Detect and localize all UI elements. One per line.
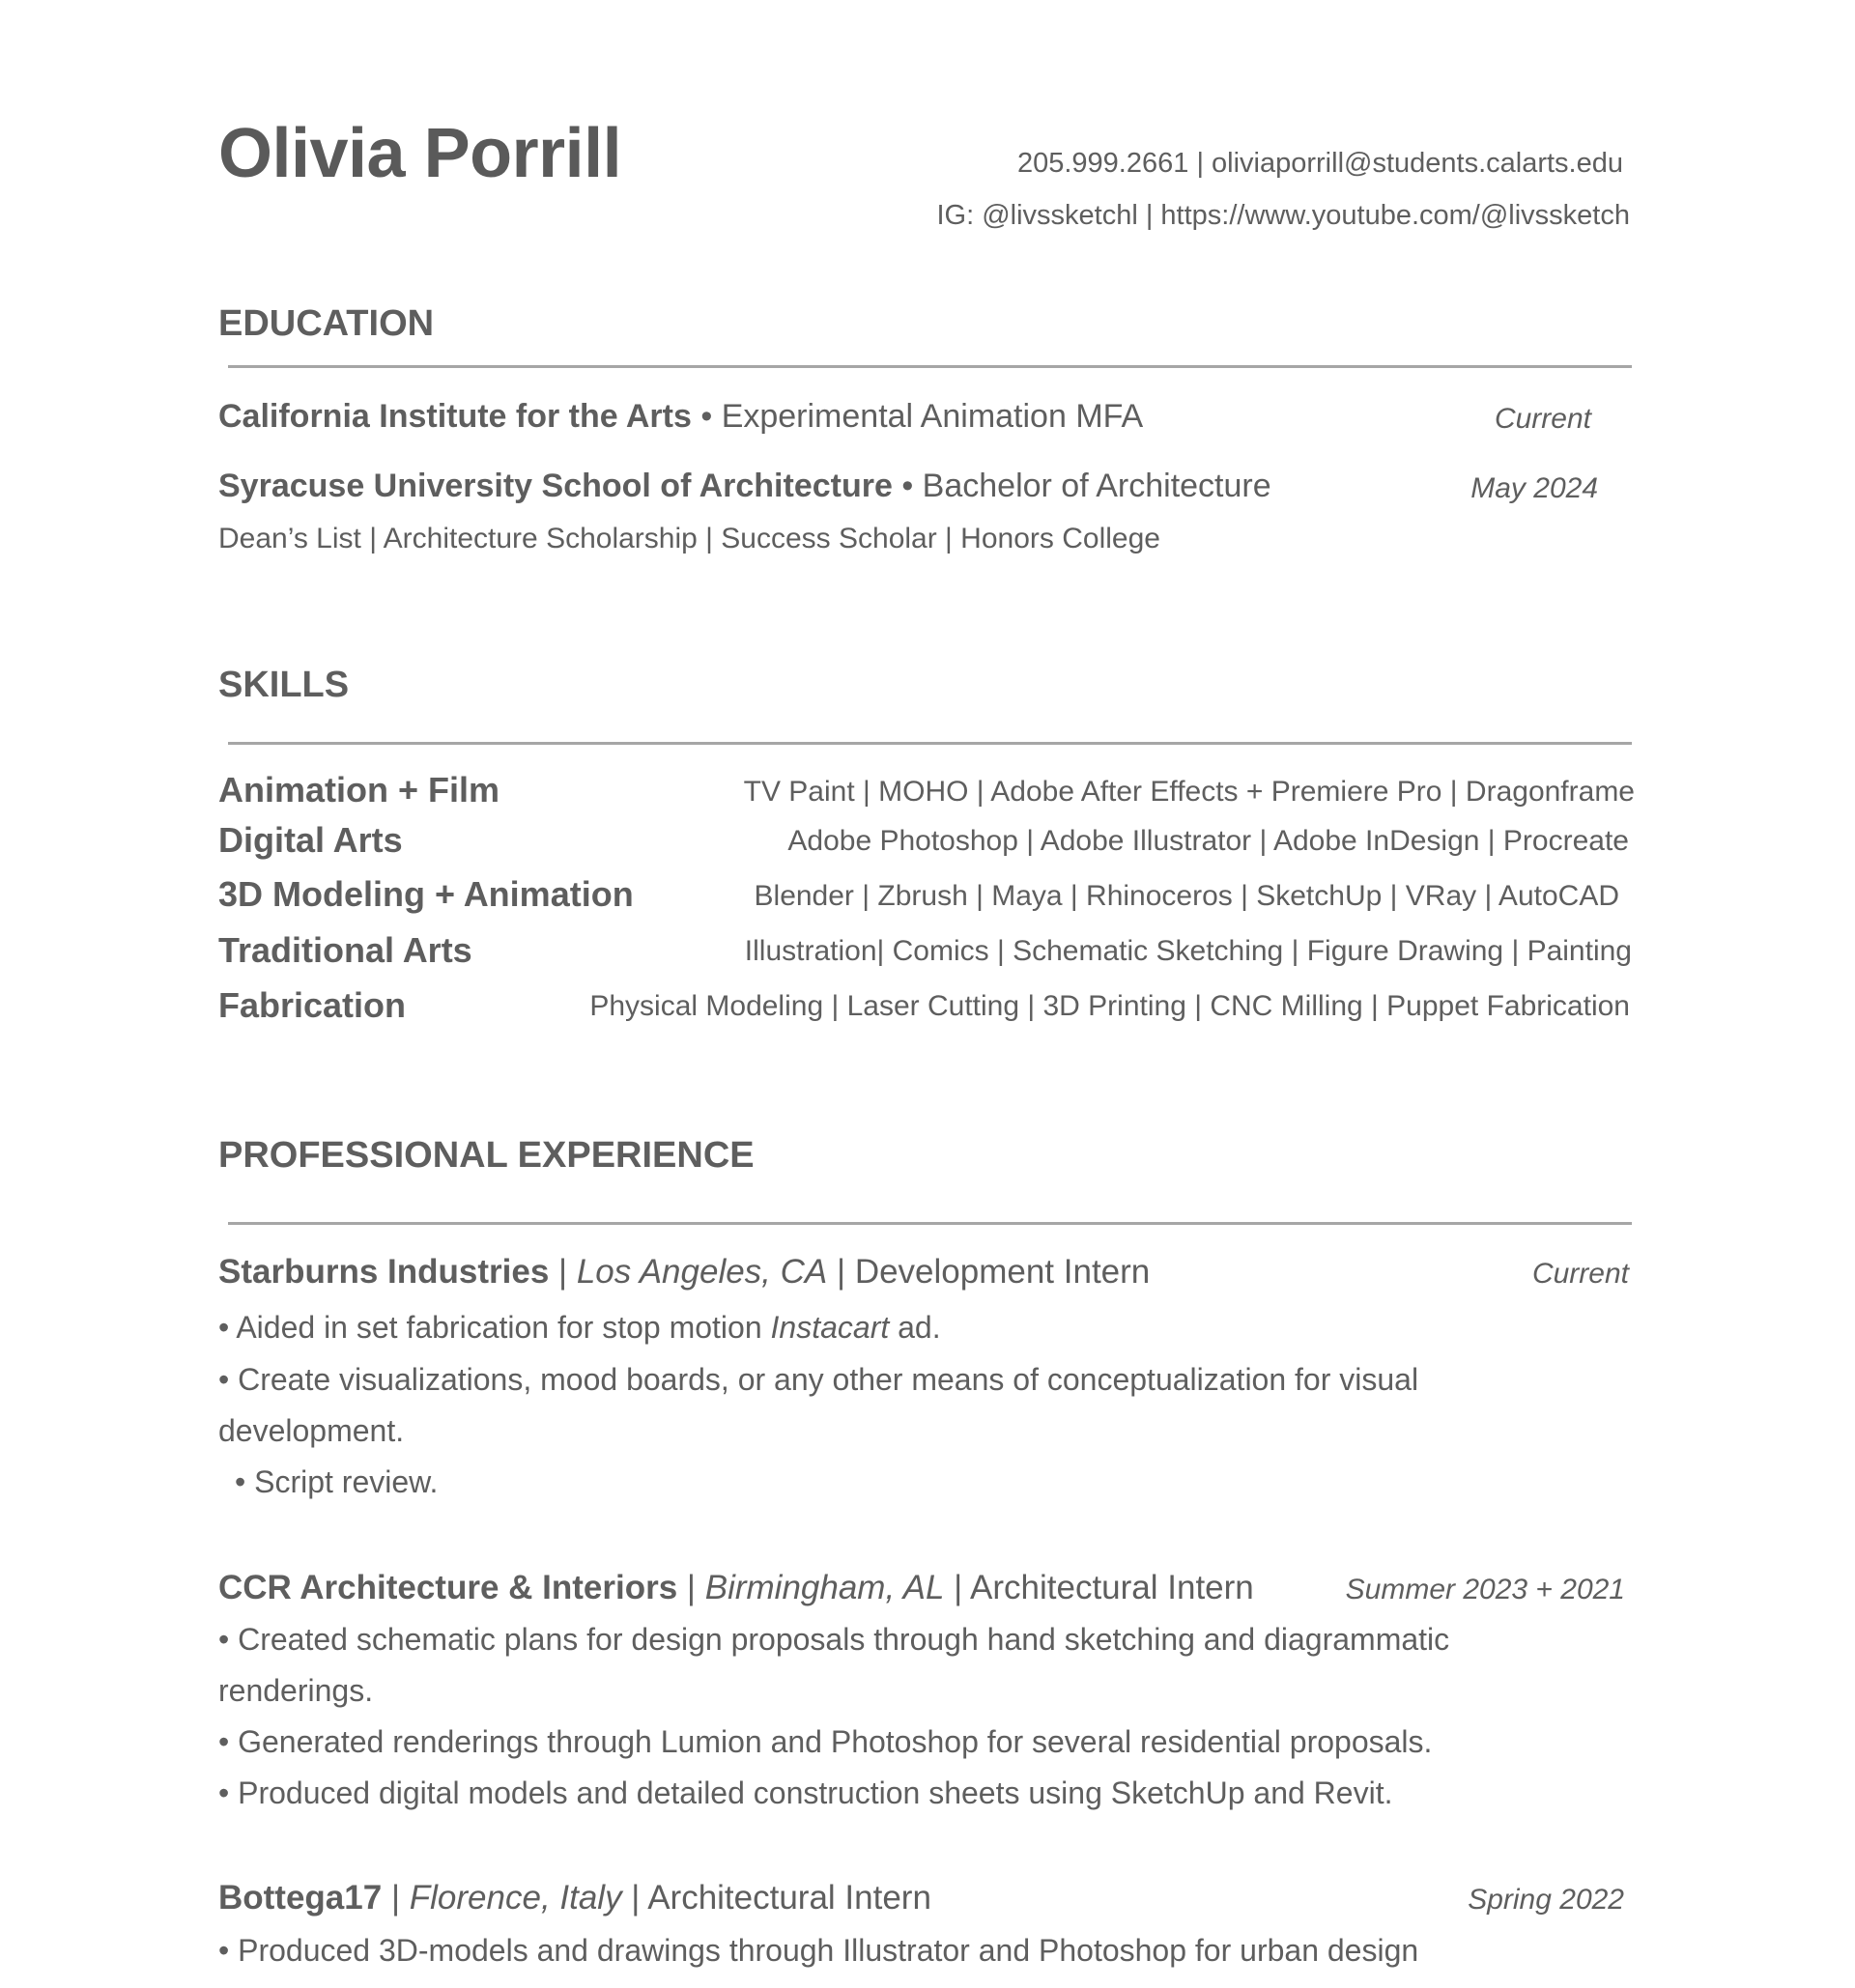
contact-line-social: IG: @livssketchl | https://www.youtube.com/@livssketch <box>936 200 1630 231</box>
job-location: Birmingham, AL <box>704 1569 945 1606</box>
job-role: Architectural Intern <box>647 1879 931 1917</box>
job-date: Spring 2022 <box>1468 1884 1624 1916</box>
job-date: Summer 2023 + 2021 <box>1345 1574 1625 1605</box>
degree: Bachelor of Architecture <box>922 468 1271 504</box>
job-bullet <box>218 1310 941 1346</box>
education-honors: Dean’s List | Architecture Scholarship | Success Scholar | Honors College <box>218 523 1160 554</box>
separator: | <box>944 1569 971 1606</box>
separator: | <box>549 1253 577 1291</box>
section-divider <box>228 1222 1632 1225</box>
job-header <box>218 1569 1254 1607</box>
job-bullet: • Generated renderings through Lumion and Photoshop for several residential proposals. <box>218 1724 1433 1759</box>
skill-list: Physical Modeling | Laser Cutting | 3D Printing | CNC Milling | Puppet Fabrication <box>589 990 1630 1022</box>
skill-list: TV Paint | MOHO | Adobe After Effects + Premiere Pro | Dragonframe <box>743 776 1635 808</box>
job-role: Development Intern <box>854 1253 1151 1291</box>
separator: | <box>382 1879 410 1917</box>
job-date: Current <box>1531 1258 1629 1290</box>
bullet-italic-text: Instacart <box>770 1310 890 1345</box>
education-date: May 2024 <box>1470 472 1598 504</box>
resume-name: Olivia Porrill <box>218 115 622 192</box>
skill-category: Animation + Film <box>218 770 500 809</box>
job-bullet: • Create visualizations, mood boards, or any other means of conceptualization for visual <box>218 1362 1419 1397</box>
job-header <box>218 1253 1150 1292</box>
education-date: Current <box>1494 403 1591 435</box>
job-bullet: • Produced digital models and detailed construction sheets using SketchUp and Revit. <box>218 1775 1393 1810</box>
job-bullet-continuation: development. <box>218 1413 405 1448</box>
job-location: Florence, Italy <box>409 1879 622 1917</box>
separator: • <box>691 398 722 435</box>
skill-list: Blender | Zbrush | Maya | Rhinoceros | SketchUp | VRay | AutoCAD <box>754 880 1619 912</box>
bullet-text: • Aided in set fabrication for stop motion <box>218 1310 771 1345</box>
separator: | <box>677 1569 705 1606</box>
school-name: Syracuse University School of Architecture <box>218 468 893 504</box>
skill-category: Traditional Arts <box>218 930 472 970</box>
section-title-experience: PROFESSIONAL EXPERIENCE <box>218 1135 755 1176</box>
bullet-text: ad. <box>889 1310 941 1345</box>
company-name: Bottega17 <box>218 1879 383 1917</box>
company-name: Starburns Industries <box>218 1253 550 1291</box>
skill-category: Digital Arts <box>218 820 403 860</box>
job-header <box>218 1879 931 1917</box>
job-bullet: • Script review. <box>235 1464 439 1499</box>
contact-line-phone-email: 205.999.2661 | oliviaporrill@students.calarts.edu <box>1016 148 1623 179</box>
job-bullet-continuation: renderings. <box>218 1673 374 1708</box>
skill-list: Illustration| Comics | Schematic Sketching | Figure Drawing | Painting <box>744 935 1632 967</box>
job-location: Los Angeles, CA <box>576 1253 828 1291</box>
job-bullet: • Created schematic plans for design proposals through hand sketching and diagrammatic <box>218 1622 1450 1657</box>
company-name: CCR Architecture & Interiors <box>218 1569 678 1606</box>
section-title-education: EDUCATION <box>218 303 435 344</box>
section-divider <box>228 365 1632 368</box>
skill-category: 3D Modeling + Animation <box>218 874 634 914</box>
school-name: California Institute for the Arts <box>218 398 692 435</box>
section-divider <box>228 742 1632 745</box>
separator: • <box>892 468 923 504</box>
job-bullet: • Produced 3D-models and drawings through Illustrator and Photoshop for urban design <box>218 1933 1419 1968</box>
separator: | <box>827 1253 855 1291</box>
education-entry <box>218 398 1143 436</box>
separator: | <box>621 1879 648 1917</box>
section-title-skills: SKILLS <box>218 665 350 705</box>
degree: Experimental Animation MFA <box>721 398 1144 435</box>
education-entry <box>218 468 1271 505</box>
skill-category: Fabrication <box>218 985 407 1025</box>
job-role: Architectural Intern <box>970 1569 1254 1606</box>
skill-list: Adobe Photoshop | Adobe Illustrator | Adobe InDesign | Procreate <box>787 825 1629 857</box>
